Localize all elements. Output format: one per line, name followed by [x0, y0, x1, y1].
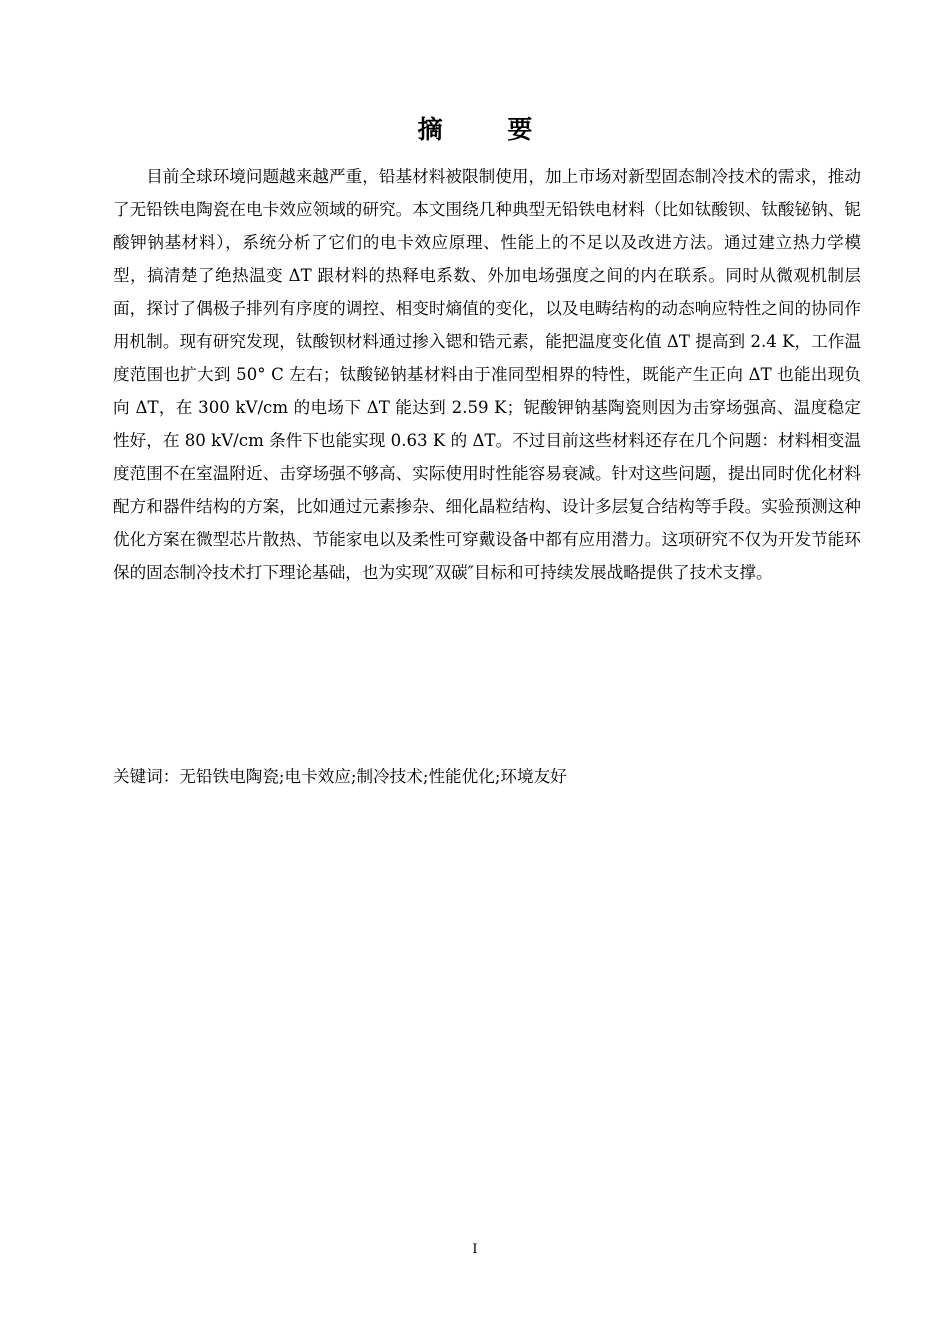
- abstract-paragraph: 目前全球环境问题越来越严重，铅基材料被限制使用，加上市场对新型固态制冷技术的需求，推动了无铅铁电陶瓷在电卡效应领域的研究。本文围绕几种典型无铅铁电材料（比如钛酸钡、钛酸铋钠、铌酸钾钠基材料），系统分析了它们的电卡效应原理、性能上的不足以及改进方法。通过建立热力学模型，搞清楚了绝热温变 ΔT 跟材料的热释电系数、外加电场强度之间的内在联系。同时从微观机制层面，探讨了偶极子排列有序度的调控、相变时熵值的变化，以及电畴结构的动态响应特性之间的协同作用机制。现有研究发现，钛酸钡材料通过掺入锶和锆元素，能把温度变化值 ΔT 提高到 2.4 K，工作温度范围也扩大到 50° C 左右；钛酸铋钠基材料由于准同型相界的特性，既能产生正向 ΔT 也能出现负向 ΔT，在 300 kV/cm 的电场下 ΔT 能达到 2.59 K；铌酸钾钠基陶瓷则因为击穿场强高、温度稳定性好，在 80 kV/cm 条件下也能实现 0.63 K 的 ΔT。不过目前这些材料还存在几个问题：材料相变温度范围不在室温附近、击穿场强不够高、实际使用时性能容易衰减。针对这些问题，提出同时优化材料配方和器件结构的方案，比如通过元素掺杂、细化晶粒结构、设计多层复合结构等手段。实验预测这种优化方案在微型芯片散热、节能家电以及柔性可穿戴设备中都有应用潜力。这项研究不仅为开发节能环保的固态制冷技术打下理论基础，也为实现″双碳″目标和可持续发展战略提供了技术支撑。: [113, 167, 861, 582]
- abstract-title: 摘 要: [417, 115, 561, 144]
- keywords-line: 关键词：无铅铁电陶瓷;电卡效应;制冷技术;性能优化;环境友好: [113, 767, 567, 786]
- page-number: I: [472, 1242, 478, 1257]
